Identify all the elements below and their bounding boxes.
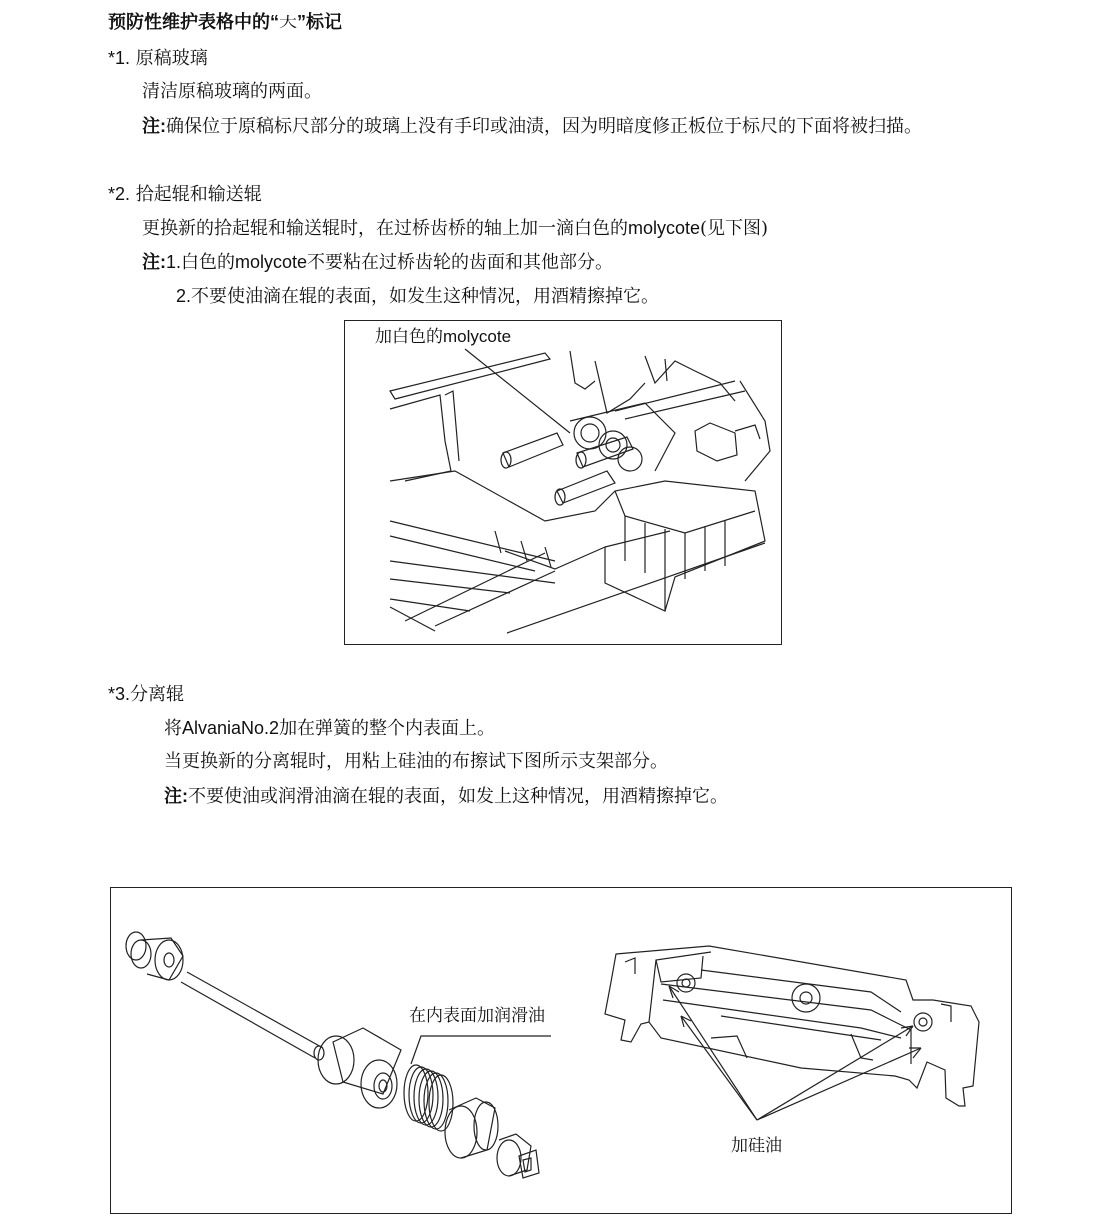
grease-callout-label: 在内表面加润滑油	[409, 1006, 545, 1026]
section3-body1-post: 加在弹簧的整个内表面上。	[279, 718, 496, 739]
separation-roller-figure	[110, 887, 563, 1214]
section1-note-label: 注:	[142, 116, 166, 136]
section3-note	[164, 784, 728, 809]
section1-title: 原稿玻璃	[135, 48, 208, 69]
section3-body1	[164, 716, 495, 741]
section3-number: *3.	[108, 684, 131, 704]
molycote-callout-pre: 加白色的	[375, 327, 443, 347]
pickup-roller-figure	[344, 320, 782, 645]
section1-note-text: 确保位于原稿标尺部分的玻璃上没有手印或油渍，因为明暗度修正板位于标尺的下面将被扫描。	[166, 116, 922, 137]
section3-note-text: 不要使油或润滑油滴在辊的表面，如发上这种情况，用酒精擦掉它。	[188, 786, 728, 807]
silicone-arrow-low	[757, 1048, 921, 1120]
section2-note1-post: 不要粘在过桥齿轮的齿面和其他部分。	[307, 252, 614, 273]
section1-number: *1.	[108, 48, 131, 68]
section1-heading	[108, 46, 208, 71]
section1-note	[142, 114, 922, 139]
silicone-arrow-right	[757, 1026, 913, 1120]
silicone-callout-label: 加硅油	[731, 1136, 782, 1156]
heading-text-post: ”标记	[297, 12, 342, 32]
silicone-arrow-mid	[681, 1016, 757, 1120]
section3-title: 分离辊	[130, 684, 185, 705]
roller-holder-figure	[561, 887, 1012, 1214]
section3-note-label: 注:	[164, 786, 188, 806]
grease-leader-line	[411, 1036, 551, 1064]
molycote-callout-term: molycote	[443, 327, 512, 346]
section3-body1-pre: 将	[164, 718, 182, 739]
section2-note1-pre: 白色的	[181, 252, 236, 273]
section2-note1-term: molycote	[235, 252, 308, 272]
section2-body-pre: 更换新的拾起辊和输送辊时，在过桥齿桥的轴上加一滴白色的	[142, 218, 628, 239]
roller-holder-drawing	[561, 888, 1011, 1213]
section2-heading	[108, 182, 262, 207]
section3-heading	[108, 682, 184, 707]
section3-body2: 当更换新的分离辊时，用粘上硅油的布擦试下图所示支架部分。	[164, 751, 668, 772]
section2-body-term: molycote	[628, 218, 701, 238]
silicone-arrow-left	[669, 986, 757, 1120]
section3-body1-term: AlvaniaNo.2	[182, 718, 280, 738]
section2-body	[142, 216, 768, 241]
heading-text-pre: 预防性维护表格中的“	[108, 12, 279, 32]
section2-number: *2.	[108, 184, 131, 204]
section2-body-post: (见下图)	[700, 218, 769, 239]
pickup-roller-drawing	[345, 321, 781, 644]
section2-note-label: 注:	[142, 252, 166, 272]
molycote-leader-line	[465, 349, 570, 433]
section2-note1-num: 1.	[166, 252, 182, 272]
section2-note2-text: 不要使油滴在辊的表面，如发生这种情况，用酒精擦掉它。	[191, 286, 660, 307]
section2-title: 拾起辊和输送辊	[135, 184, 262, 205]
separation-roller-drawing	[111, 888, 562, 1213]
section2-note2-num: 2.	[176, 286, 192, 306]
heading-mark-symbol: 大	[279, 14, 297, 31]
section2-note1	[142, 250, 613, 275]
page-heading	[108, 10, 342, 35]
section1-body: 清洁原稿玻璃的两面。	[142, 81, 322, 102]
section2-note2	[176, 284, 659, 309]
